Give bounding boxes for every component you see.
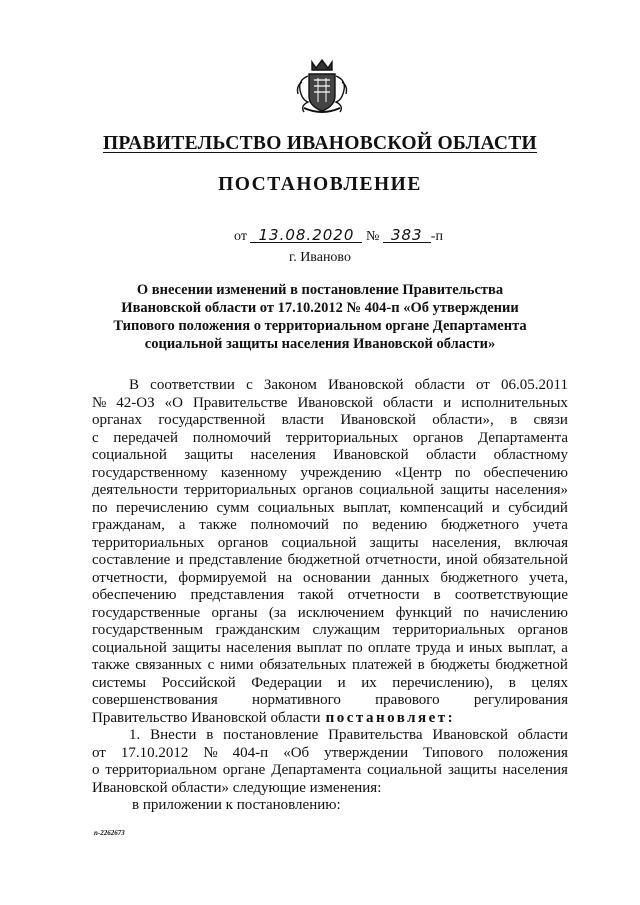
- word: и: [175, 552, 184, 568]
- word: учета: [532, 517, 568, 533]
- word: представление: [188, 552, 283, 568]
- word: защиты: [369, 534, 419, 551]
- word: власти: [281, 412, 324, 428]
- number-suffix: -п: [430, 229, 443, 244]
- word: и: [455, 639, 464, 656]
- body-line: [92, 745, 568, 763]
- word: обеспечению: [92, 587, 177, 603]
- word: и: [337, 674, 346, 691]
- word: выплат,: [507, 639, 557, 656]
- word: защиты: [440, 482, 490, 498]
- word: обязательных: [259, 657, 347, 673]
- body-line: [92, 657, 568, 675]
- word: передачей: [113, 429, 178, 446]
- word: полномочий: [250, 517, 329, 533]
- word: в: [510, 412, 518, 428]
- word: бюджетного: [441, 517, 519, 533]
- number-prefix: №: [365, 229, 380, 244]
- body-line: [92, 465, 568, 483]
- body-line: [92, 517, 568, 535]
- paragraph-preamble: [92, 377, 568, 710]
- word: полномочий: [192, 429, 271, 446]
- word: от: [476, 377, 490, 393]
- word: Ивановской: [333, 447, 409, 463]
- word: областному: [493, 447, 568, 463]
- subject-line: социальной защиты населения Ивановской области»: [144, 336, 496, 352]
- date-number-line: [234, 228, 443, 245]
- word: защиты: [447, 762, 497, 778]
- word: положения: [498, 744, 568, 761]
- body-line: [92, 605, 568, 623]
- word: Правительства: [328, 727, 423, 743]
- word: Типового: [423, 744, 484, 761]
- word: населения»: [495, 482, 568, 498]
- word: отчетности,: [92, 569, 168, 586]
- word: Департамента: [271, 762, 362, 778]
- word: органах: [92, 412, 142, 428]
- word: по: [454, 464, 471, 481]
- word: Законом: [263, 377, 317, 393]
- document-type: ПОСТАНОВЛЕНИЕ: [218, 174, 422, 195]
- word: и: [443, 394, 452, 411]
- word: «Центр: [394, 464, 442, 481]
- word: Правительстве: [192, 394, 288, 411]
- date-prefix: от: [234, 229, 247, 244]
- word: учета,: [529, 569, 568, 586]
- body-line: [92, 430, 568, 448]
- word: включая: [514, 534, 568, 551]
- word: территориальных: [92, 534, 205, 551]
- word: обеспечению: [483, 464, 568, 481]
- word: исполнительных: [461, 394, 568, 411]
- word: территориальных: [285, 429, 399, 446]
- word: исключением: [297, 604, 385, 621]
- word: связанных: [135, 657, 202, 673]
- word: от: [92, 744, 106, 761]
- body-line: [92, 727, 568, 745]
- word: иной: [446, 552, 478, 568]
- word: с: [246, 377, 253, 393]
- word: с: [207, 657, 215, 673]
- body-line: [92, 552, 568, 570]
- word: Внести: [150, 727, 197, 743]
- word: на: [277, 569, 293, 586]
- word: перечислению),: [392, 674, 494, 691]
- word: по: [463, 604, 479, 621]
- word: 42-ОЗ: [116, 394, 155, 411]
- word: населения: [250, 447, 316, 463]
- word: государственным: [92, 622, 203, 638]
- word: органов: [302, 482, 353, 498]
- word: органов: [517, 622, 568, 638]
- word: с: [92, 429, 99, 446]
- word: социальной: [281, 534, 357, 551]
- word: системы: [92, 674, 147, 691]
- body-line: [92, 447, 568, 465]
- word: социальной: [92, 639, 167, 656]
- subject-line: Типового положения о территориальном органе Департамента: [113, 318, 527, 334]
- word: основании: [303, 569, 371, 586]
- body-line: [92, 500, 568, 518]
- keyword-postanovlyaet: постановляет:: [325, 709, 456, 726]
- word: нормативного: [251, 692, 341, 708]
- word: отчетности,: [365, 552, 441, 568]
- word: деятельности: [92, 482, 178, 498]
- word: по: [342, 517, 359, 533]
- word: обязательной: [483, 552, 568, 568]
- word: представления: [190, 587, 285, 603]
- word: 404-п: [232, 744, 269, 761]
- word: целях: [531, 674, 568, 691]
- word: данных: [381, 569, 430, 586]
- word: составление: [92, 552, 171, 568]
- body-line: [92, 622, 568, 640]
- word: «Об: [283, 744, 310, 761]
- body-line: [92, 692, 568, 710]
- word: Федерации: [251, 674, 323, 691]
- body-line: [92, 412, 568, 430]
- city: г. Иваново: [289, 250, 351, 265]
- body-line: [92, 570, 568, 588]
- document-number: 383: [383, 228, 431, 243]
- word: социальной: [92, 447, 167, 463]
- word: В: [129, 377, 140, 393]
- word: бюджетной: [495, 657, 568, 673]
- word: выплат,: [343, 499, 392, 516]
- word: формируемой: [178, 569, 267, 586]
- word: по: [347, 639, 363, 656]
- word: гражданам,: [92, 517, 165, 533]
- word: платежей: [352, 657, 412, 673]
- word: постановление: [223, 727, 319, 743]
- body-line: [92, 640, 568, 658]
- word: территориальных: [184, 482, 297, 498]
- word: гражданским: [215, 622, 300, 638]
- word: о: [92, 762, 100, 778]
- word: территориальных: [392, 622, 506, 638]
- body-text: в приложении к постановлению:: [132, 797, 341, 813]
- word: 1.: [129, 727, 141, 743]
- word: соответствии: [150, 377, 235, 393]
- word: Ивановской: [432, 727, 508, 743]
- word: функций: [395, 604, 452, 621]
- word: населения: [502, 762, 568, 778]
- word: перечислению: [115, 499, 209, 516]
- word: также: [92, 657, 130, 673]
- word: ведению: [372, 517, 428, 533]
- body-line: [92, 377, 568, 395]
- word: Ивановской: [340, 412, 416, 428]
- body-line: [92, 710, 568, 728]
- word: ними: [220, 657, 254, 673]
- word: 17.10.2012: [120, 744, 189, 761]
- word: Ивановской: [297, 394, 374, 411]
- word: соответствующие: [454, 587, 568, 603]
- word: области: [383, 394, 434, 411]
- body-line: [92, 797, 568, 815]
- word: №: [203, 744, 218, 761]
- word: в: [508, 674, 516, 691]
- word: защиты: [184, 447, 234, 463]
- word: бюджеты: [430, 657, 490, 673]
- coat-of-arms-icon: [294, 56, 350, 116]
- word: отчетности: [347, 587, 420, 603]
- word: населения: [226, 639, 292, 656]
- word: казенному: [220, 464, 288, 481]
- subject-line: Ивановской области от 17.10.2012 № 404-п «Об утверждении: [121, 300, 519, 316]
- word: в: [433, 587, 441, 603]
- word: области»,: [432, 412, 494, 428]
- word: правового: [375, 692, 440, 708]
- word: сумм: [216, 499, 250, 516]
- word: служащим: [312, 622, 381, 638]
- word: бюджетной: [287, 552, 361, 568]
- word: и: [491, 499, 500, 516]
- word: государственному: [92, 464, 208, 481]
- word: оплате: [368, 639, 411, 656]
- body-text: Ивановской области» следующие изменения:: [92, 779, 382, 796]
- word: государственные: [92, 604, 201, 621]
- word: населения,: [431, 534, 501, 551]
- body-text: Правительство Ивановской области: [92, 709, 321, 726]
- footer-code: п-2262673: [94, 829, 125, 837]
- body-line: [92, 762, 568, 780]
- body-line: [92, 675, 568, 693]
- word: труда: [415, 639, 451, 656]
- word: также: [199, 517, 237, 533]
- word: в: [417, 657, 425, 673]
- word: их: [361, 674, 377, 691]
- word: области: [426, 447, 477, 463]
- word: органе: [222, 762, 266, 778]
- word: социальной: [367, 762, 443, 778]
- word: бюджетного: [440, 569, 519, 586]
- word: Департамента: [477, 429, 568, 446]
- paragraph-item-1: [92, 727, 568, 780]
- word: компенсаций: [399, 499, 484, 516]
- word: связи: [533, 412, 568, 428]
- body-line: [92, 482, 568, 500]
- word: субсидий: [508, 499, 568, 516]
- body-line: [92, 587, 568, 605]
- subject-line: О внесении изменений в постановление Правительства: [136, 282, 504, 298]
- word: 06.05.2011: [501, 377, 568, 393]
- document-date: 13.08.2020: [250, 228, 362, 243]
- word: области: [414, 377, 465, 393]
- body-line: [92, 780, 568, 798]
- word: органы: [211, 604, 258, 621]
- body-line: [92, 535, 568, 553]
- document-body: [92, 377, 568, 815]
- word: «О: [164, 394, 183, 411]
- word: такой: [298, 587, 334, 603]
- word: совершенствования: [92, 692, 218, 708]
- word: по: [92, 499, 108, 516]
- word: органов: [217, 534, 269, 551]
- word: социальных: [257, 499, 335, 516]
- word: а: [178, 517, 186, 533]
- word: Российской: [161, 674, 236, 691]
- subject-heading: [0, 281, 640, 353]
- word: учреждению: [300, 464, 382, 481]
- word: социальной: [359, 482, 435, 498]
- word: (за: [268, 604, 287, 621]
- word: выплат: [296, 639, 343, 656]
- word: в: [206, 727, 214, 743]
- word: №: [92, 394, 107, 411]
- word: государственной: [158, 412, 266, 428]
- word: области: [517, 727, 568, 743]
- body-line: [92, 395, 568, 413]
- word: регулирования: [473, 692, 568, 708]
- word: органов: [412, 429, 464, 446]
- word: начислению: [490, 604, 568, 621]
- word: Ивановской: [327, 377, 404, 393]
- word: иных: [469, 639, 503, 656]
- word: утверждении: [324, 744, 409, 761]
- word: территориальном: [105, 762, 217, 778]
- word: защиты: [172, 639, 221, 656]
- organization-title: ПРАВИТЕЛЬСТВО ИВАНОВСКОЙ ОБЛАСТИ: [102, 133, 538, 154]
- word: а: [561, 639, 568, 656]
